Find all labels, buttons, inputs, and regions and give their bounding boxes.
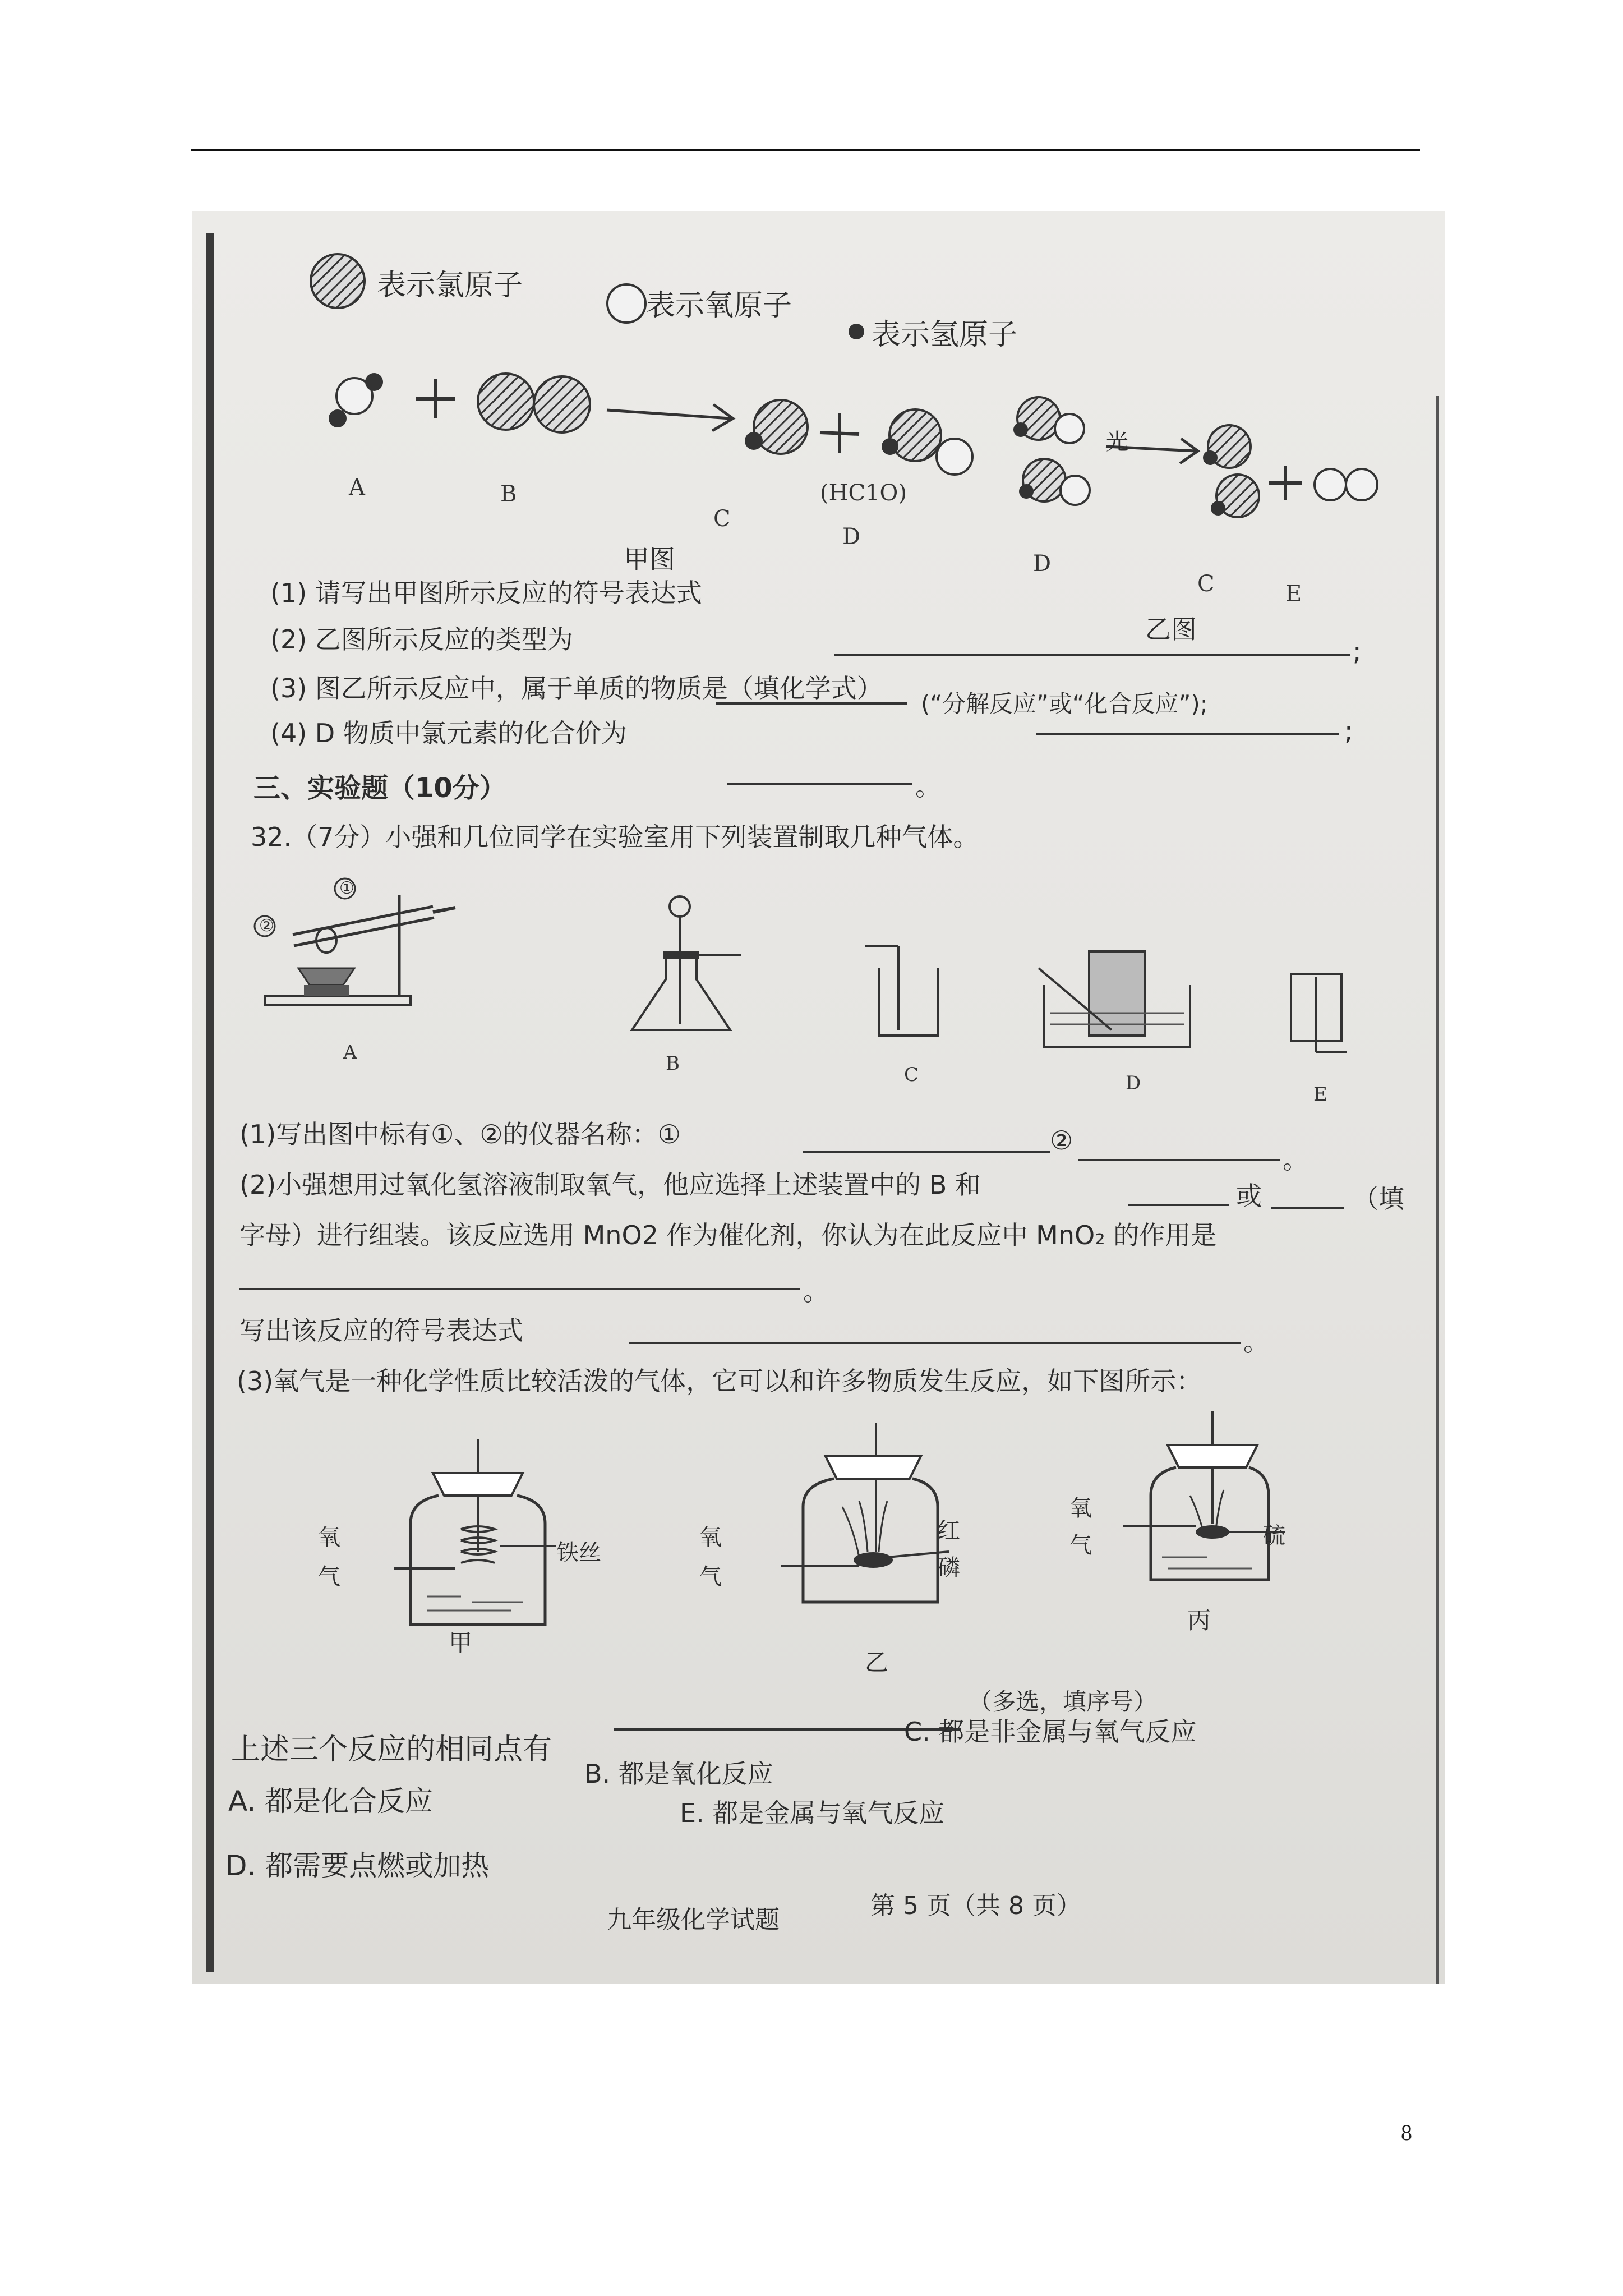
common-points-note: （多选，填序号） [969,1688,1158,1715]
jia-label-a: A [349,475,365,500]
apparatus-a-heating-setup [242,873,478,1019]
q32-part-1-mid: ② [1050,1125,1073,1156]
q32-part-2-line1: (2)小强想用过氧化氢溶液制取氧气，他应选择上述装置中的 B 和 [239,1170,981,1200]
legend-o: 表示氧原子 [646,289,792,323]
question-32: 32.（7分）小强和几位同学在实验室用下列装置制取几种气体。 [251,822,979,852]
bottle-yi-gas-label: 氧气 [699,1525,722,1590]
apparatus-label-a: A [343,1041,357,1064]
bottle-jia-gas-label: 氧气 [318,1525,340,1590]
apparatus-e-downward-bottle [1280,963,1358,1069]
question-1-answer-line [834,654,1350,656]
chlorine-atom-legend-icon [304,250,377,312]
question-4: (4) D 物质中氯元素的化合价为 [270,718,627,748]
exam-footer-page: 第 5 页（共 8 页） [870,1892,1081,1920]
header-rule [191,149,1420,151]
option-b: B. 都是氧化反应 [584,1759,773,1789]
q32-part-2-line2: 字母）进行组装。该反应选用 MnO2 作为催化剂，你认为在此反应中 MnO₂ 的作用是 [239,1220,1217,1250]
bottle-jia-item-label: 铁丝 [556,1540,601,1566]
part-2-answer-line-4 [629,1342,1241,1344]
apparatus-label-e: E [1313,1083,1327,1106]
q32-part-2-or: 或 [1236,1181,1262,1211]
yi-light-label: 光 [1106,429,1128,455]
q32-part-3: (3)氧气是一种化学性质比较活泼的气体，它可以和许多物质发生反应，如下图所示： [237,1366,1202,1396]
scanned-exam-page [192,211,1445,1984]
bottle-bing-sulfur [1100,1411,1313,1596]
q32-part-2-line4-end: 。 [1243,1327,1269,1357]
legend-h: 表示氢原子 [872,318,1018,352]
apparatus-label-b: B [666,1052,680,1075]
question-3: (3) 图乙所示反应中，属于单质的物质是（填化学式） [270,673,883,703]
bottle-jia-caption: 甲 [449,1629,473,1657]
part-2-answer-line-1 [1128,1204,1229,1206]
apparatus-c-collection-bottle [854,935,966,1047]
question-3-answer-line [1036,733,1339,735]
yi-caption: 乙图 [1145,614,1197,645]
bottle-yi-item-label: 红磷 [938,1518,960,1581]
question-1: (1) 请写出甲图所示反应的符号表达式 [270,578,702,608]
apparatus-d-water-trough [1033,946,1201,1058]
part-1-answer-line-1 [803,1151,1050,1153]
q32-part-2-end: 。 [803,1276,829,1306]
apparatus-label-c: C [904,1064,919,1086]
yi-label-e: E [1285,581,1302,607]
exam-footer-title: 九年级化学试题 [607,1906,780,1934]
option-e: E. 都是金属与氧气反应 [680,1798,945,1828]
oxygen-atom-legend-icon [601,278,652,329]
question-3-semicolon: ; [1344,716,1353,746]
jia-label-d: D [842,524,861,550]
page-right-edge [1436,396,1439,1984]
jia-hclo-label: (HC1O) [820,480,907,506]
question-1-semicolon: ; [1353,636,1362,666]
option-a: A. 都是化合反应 [228,1785,434,1818]
question-2: (2) 乙图所示反应的类型为 [270,624,573,655]
bottle-bing-gas-label: 氧气 [1069,1496,1092,1558]
part-2-answer-line-2 [1271,1207,1344,1209]
section-3-title: 三、实验题（10分） [253,772,506,804]
q32-part-2-fill: （填 [1353,1184,1404,1214]
q32-part-1: (1)写出图中标有①、②的仪器名称：① [239,1119,681,1149]
jia-label-c: C [713,506,731,532]
legend-cl: 表示氯原子 [377,269,523,302]
bottle-bing-caption: 丙 [1187,1607,1211,1634]
part-1-answer-line-2 [1078,1159,1280,1161]
bottle-yi-caption: 乙 [865,1649,889,1676]
apparatus-label-d: D [1126,1072,1141,1094]
apparatus-b-flask [612,890,758,1047]
option-c: C. 都是非金属与氧气反应 [904,1717,1197,1747]
question-2-hint: (“分解反应”或“化合反应”); [921,690,1208,717]
yi-reaction-diagram [1005,385,1426,542]
question-4-period: 。 [915,771,941,802]
yi-label-c: C [1197,571,1215,597]
part-2-answer-line-3 [239,1288,800,1290]
yi-label-d: D [1033,551,1052,577]
q32-part-1-end: 。 [1283,1144,1308,1175]
page-number: 8 [1401,2120,1412,2145]
bottle-bing-item-label: 硫 [1263,1523,1285,1549]
page-binding-edge [206,233,214,1972]
jia-label-b: B [500,481,517,507]
q32-part-2-line4: 写出该反应的符号表达式 [239,1315,523,1346]
common-points-stem: 上述三个反应的相同点有 [231,1733,552,1766]
apparatus-marker-2: ② [259,916,274,936]
bottle-jia-iron-wire [377,1439,579,1641]
jia-caption: 甲图 [624,544,675,574]
question-4-answer-line [727,783,912,785]
apparatus-marker-1: ① [339,878,354,898]
option-d: D. 都需要点燃或加热 [225,1849,490,1882]
